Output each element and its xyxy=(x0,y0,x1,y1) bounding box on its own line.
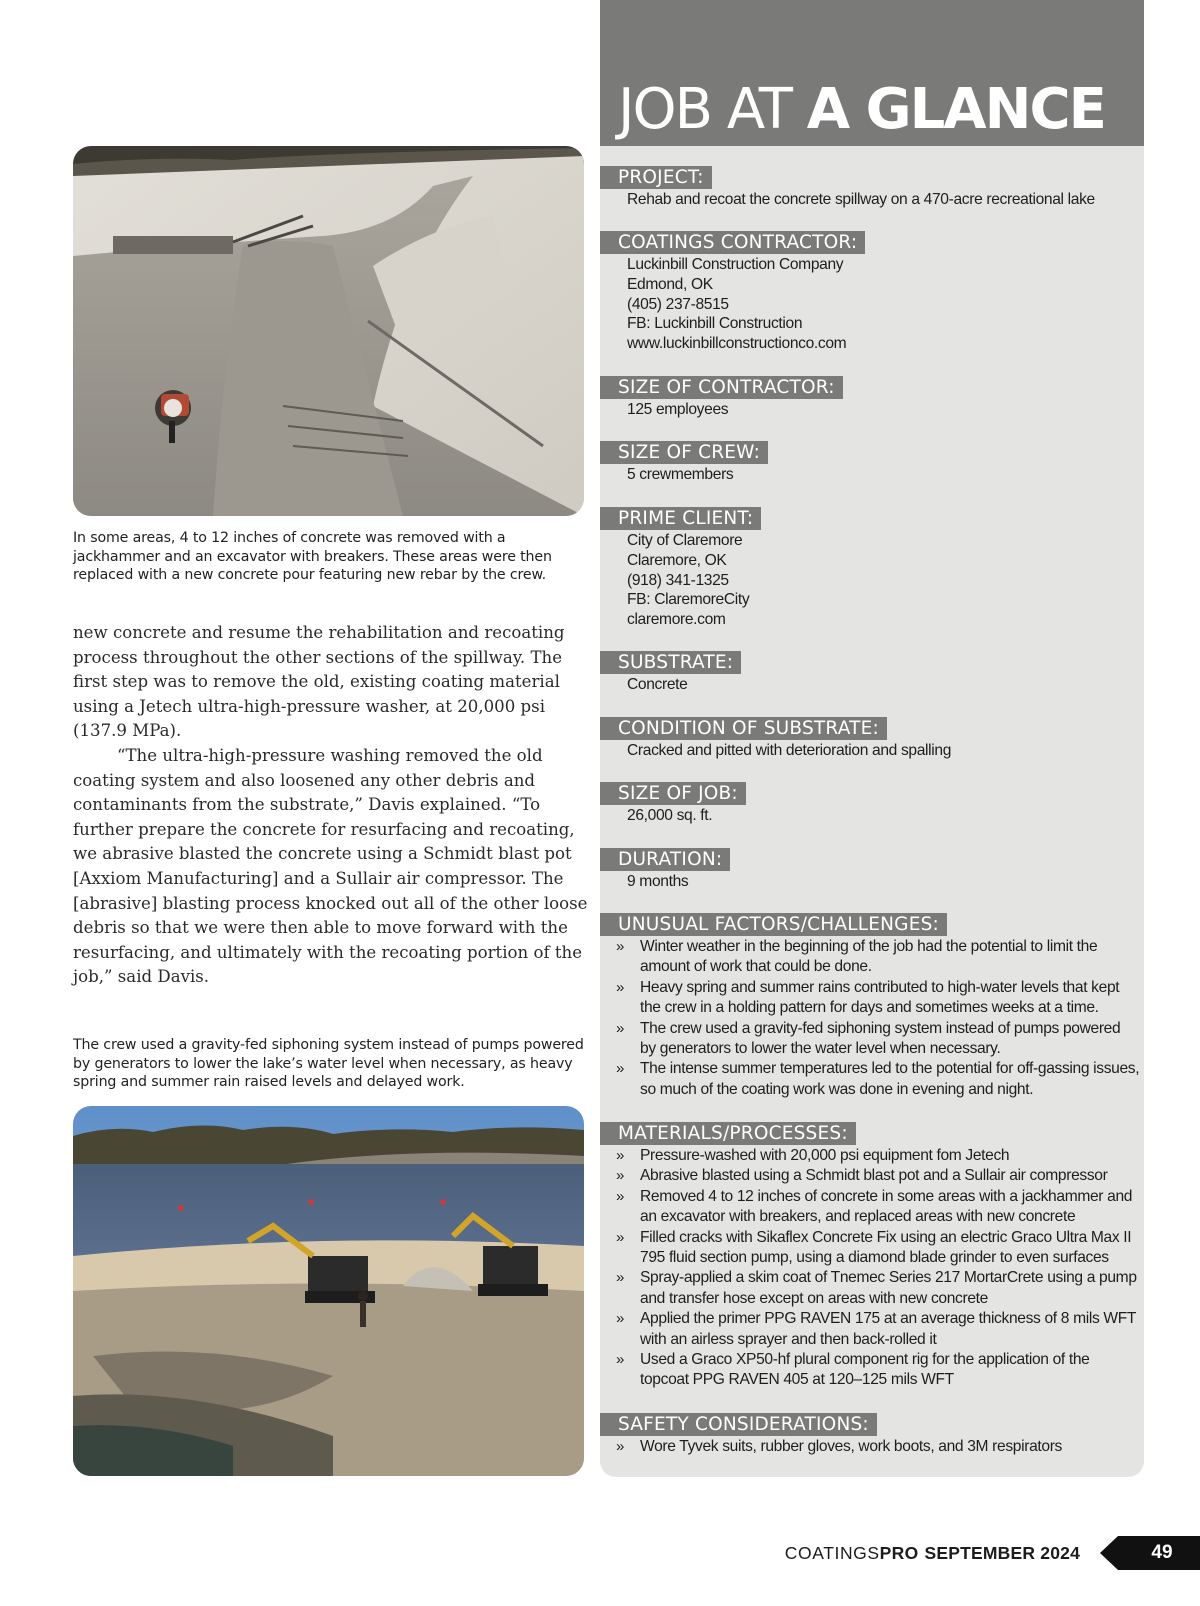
section-label: CONDITION OF SUBSTRATE: xyxy=(600,717,887,740)
bullet-mark: » xyxy=(616,1438,624,1455)
section-line: Cracked and pitted with deterioration and spalling xyxy=(627,742,952,759)
bullet-item: » Removed 4 to 12 inches of concrete in some areas with a jackhammer and an excavator with breakers, and replaced areas with new concrete xyxy=(616,1187,1133,1226)
section-label: PROJECT: xyxy=(600,166,712,189)
section-label: MATERIALS/PROCESSES: xyxy=(600,1122,856,1145)
section-substrate xyxy=(600,651,1144,695)
bullet-item: » Spray-applied a skim coat of Tnemec Series 217 MortarCrete using a pump and transfer hose except on areas with new concrete xyxy=(616,1269,1137,1307)
photo2-caption: The crew used a gravity-fed siphoning system instead of pumps powered by generators to lower the lake’s water level when necessary, as heavy spring and summer rain raised levels and delayed work. xyxy=(73,1037,584,1090)
bullet-mark: » xyxy=(616,978,624,996)
sidebar-header xyxy=(600,0,1144,146)
lake-excavators-photo xyxy=(73,1106,584,1476)
sidebar-title xyxy=(618,78,1105,142)
section-label: SIZE OF CONTRACTOR: xyxy=(600,376,843,399)
page-footer xyxy=(780,1541,1080,1565)
section-label: SIZE OF CREW: xyxy=(600,441,768,464)
section-line: 125 employees xyxy=(627,401,729,418)
section-coatings-contractor xyxy=(600,231,1144,354)
bullet-item: » Heavy spring and summer rains contributed to high-water levels that kept the crew in a holding pattern for days and sometimes weeks at a time. xyxy=(616,978,1120,1017)
section-prime-client xyxy=(600,507,1144,630)
section-line: Edmond, OK xyxy=(627,275,713,293)
section-size-of-contractor xyxy=(600,376,1144,420)
bullet-mark: » xyxy=(616,1167,624,1185)
section-safety-considerations xyxy=(600,1413,1144,1457)
bullet-mark: » xyxy=(616,1351,624,1369)
section-label: UNUSUAL FACTORS/CHALLENGES: xyxy=(600,913,947,936)
section-duration xyxy=(600,848,1144,892)
section-line: 5 crewmembers xyxy=(627,466,734,483)
section-label: SAFETY CONSIDERATIONS: xyxy=(600,1413,877,1436)
bullet-item: » The intense summer temperatures led to the potential for off-gassing issues, so much of the coating work was done in evening and night. xyxy=(616,1060,1140,1098)
bullet-mark: » xyxy=(616,938,624,955)
sidebar-title-bold: A GLANCE xyxy=(806,77,1105,142)
bullet-item: » Filled cracks with Sikaflex Concrete Fix using an electric Graco Ultra Max II 795 fluid section pump, using a diamond blade grinder to even surfaces xyxy=(616,1228,1132,1267)
section-project xyxy=(600,166,1144,210)
section-line: Concrete xyxy=(627,676,688,693)
bullet-mark: » xyxy=(616,1310,624,1328)
section-label: SIZE OF JOB: xyxy=(600,782,746,805)
bullet-mark: » xyxy=(616,1060,624,1078)
section-label: DURATION: xyxy=(600,848,730,871)
section-line: FB: ClaremoreCity xyxy=(627,591,750,609)
section-line: City of Claremore xyxy=(627,532,743,549)
sidebar-title-light: JOB AT xyxy=(618,77,791,142)
section-line: claremore.com xyxy=(627,611,726,629)
page-number-tab xyxy=(1100,1536,1200,1570)
section-line: (918) 341-1325 xyxy=(627,571,729,589)
bullet-item: » The crew used a gravity-fed siphoning system instead of pumps powered by generators to lower the water level when necessary. xyxy=(616,1019,1121,1058)
bullet-item: » Pressure-washed with 20,000 psi equipment fom Jetech xyxy=(616,1146,1140,1166)
section-size-of-job xyxy=(600,782,1144,826)
bullet-item: » Wore Tyvek suits, rubber gloves, work boots, and 3M respirators xyxy=(616,1437,1140,1457)
section-line: 9 months xyxy=(627,873,689,890)
issue-date: SEPTEMBER 2024 xyxy=(924,1543,1080,1563)
section-label: SUBSTRATE: xyxy=(600,651,741,674)
bullet-item: » Winter weather in the beginning of the job had the potential to limit the amount of work that could be done. xyxy=(616,938,1098,976)
section-line: Rehab and recoat the concrete spillway on a 470-acre recreational lake xyxy=(627,191,1095,208)
section-condition-of-substrate xyxy=(600,717,1144,761)
section-size-of-crew xyxy=(600,441,1144,485)
section-line: Luckinbill Construction Company xyxy=(627,256,844,273)
bullet-mark: » xyxy=(616,1187,624,1205)
section-line: FB: Luckinbill Construction xyxy=(627,315,803,333)
article-paragraph: new concrete and resume the rehabilitation and recoating process throughout the other sections of the spillway. The first step was to remove the old, existing coating material using a Jetech ultra-high-pressure washer, at 20,000 psi (137.9 MPa). xyxy=(73,623,565,741)
bullet-item: » Used a Graco XP50-hf plural component rig for the application of the topcoat PPG RAVEN 405 at 120–125 mils WFT xyxy=(616,1351,1090,1389)
bullet-mark: » xyxy=(616,1228,624,1246)
section-label: COATINGS CONTRACTOR: xyxy=(600,231,865,254)
section-line: Claremore, OK xyxy=(627,551,727,569)
article-body xyxy=(73,621,591,990)
spillway-demolition-photo xyxy=(73,146,584,516)
bullet-item: » Applied the primer PPG RAVEN 175 at an average thickness of 8 mils WFT with an airless sprayer and then back-rolled it xyxy=(616,1310,1136,1348)
section-line: 26,000 sq. ft. xyxy=(627,807,713,824)
page-number: 49 xyxy=(1151,1542,1173,1563)
magazine-brand-light: COATINGS xyxy=(784,1543,880,1563)
section-unusual-factors xyxy=(600,913,1144,1100)
bullet-mark: » xyxy=(616,1147,624,1164)
bullet-mark: » xyxy=(616,1019,624,1037)
bullet-item: » Abrasive blasted using a Schmidt blast pot and a Sullair air compressor xyxy=(616,1166,1140,1186)
bullet-mark: » xyxy=(616,1269,624,1287)
section-line: www.luckinbillconstructionco.com xyxy=(627,335,847,353)
job-at-a-glance-sidebar xyxy=(600,0,1144,1477)
section-line: (405) 237-8515 xyxy=(627,295,729,313)
section-label: PRIME CLIENT: xyxy=(600,507,761,530)
magazine-brand-bold: PRO xyxy=(879,1543,919,1563)
article-paragraph: “The ultra-high-pressure washing removed the old coating system and also loosened any other debris and contaminants from the substrate,” Davis explained. “To further prepare the concrete for resurfacing and recoating, we abrasive blasted the concrete using a Schmidt blast pot [Axxiom Manufacturing] and a Sullair air compressor. The [abrasive] blasting process knocked out all of the other loose debris so that we were then able to move forward with the resurfacing, and ultimately with the recoating portion of the job,” said Davis. xyxy=(73,745,588,987)
photo1-caption: In some areas, 4 to 12 inches of concrete was removed with a jackhammer and an excavator with breakers. These areas were then replaced with a new concrete pour featuring new rebar by the crew. xyxy=(73,530,552,583)
section-materials-processes xyxy=(600,1122,1144,1391)
